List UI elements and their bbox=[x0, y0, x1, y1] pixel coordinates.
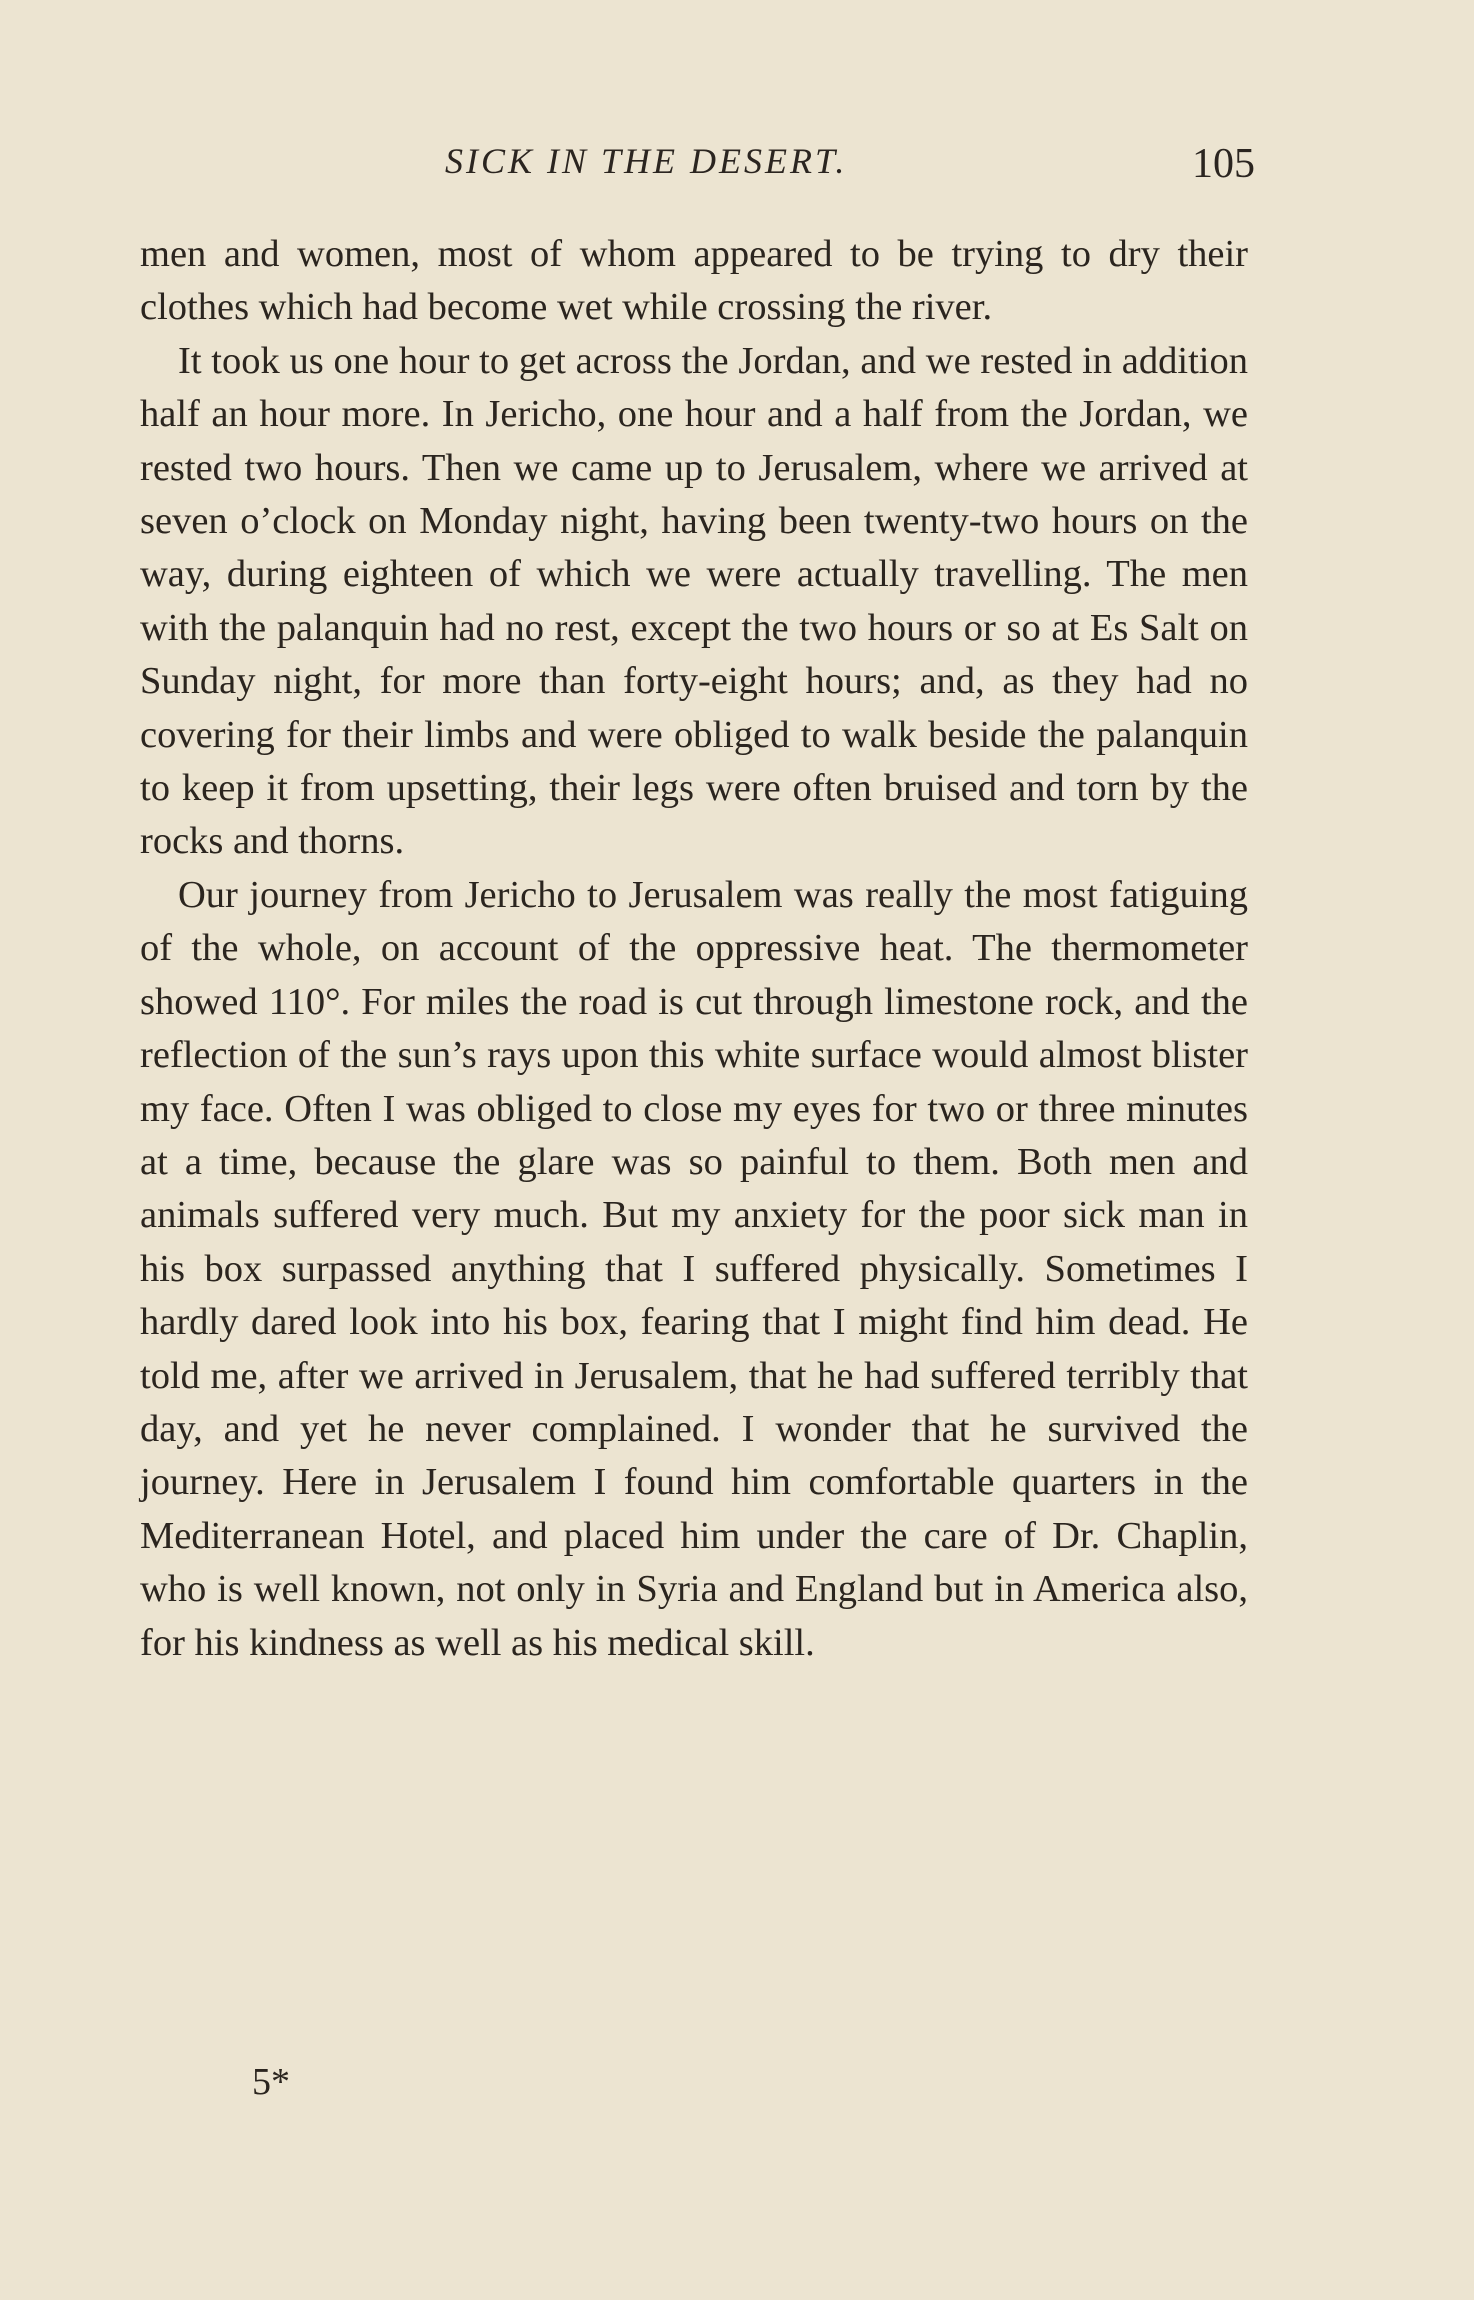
paragraph: Our journey from Jericho to Jerusalem was really the most fatiguing of the whole, on account of the oppressive heat. The thermometer showed 110°. For miles the road is cut through limestone rock, and the reflection of the sun’s rays upon this white surface would almost blister my face. Often I was obliged to close my eyes for two or three minutes at a time, because the glare was so painful to them. Both men and animals suffered very much. But my anxiety for the poor sick man in his box surpassed anything that I suffered physically. Sometimes I hardly dared look into his box, fearing that I might find him dead. He told me, after we arrived in Jerusalem, that he had suffered terribly that day, and yet he never complained. I wonder that he survived the journey. Here in Jerusalem I found him comfortable quarters in the Mediterranean Hotel, and placed him under the care of Dr. Chaplin, who is well known, not only in Syria and England but in America also, for his kindness as well as his medical skill. bbox=[140, 873, 1248, 1664]
signature-mark: 5* bbox=[252, 2061, 290, 2103]
page-number: 105 bbox=[1192, 141, 1255, 187]
paragraph: It took us one hour to get across the Jordan, and we rested in addition half an hour more. In Jericho, one hour and a half from the Jordan, we rested two hours. Then we came up to Jerusalem, where we arrived at seven o’clock on Monday night, having been twenty-two hours on the way, during eighteen of which we were actually travelling. The men with the palanquin had no rest, except the two hours or so at Es Salt on Sunday night, for more than forty-eight hours; and, as they had no covering for their limbs and were obliged to walk beside the palanquin to keep it from upsetting, their legs were often bruised and torn by the rocks and thorns. bbox=[140, 339, 1248, 863]
running-title: SICK IN THE DESERT. bbox=[445, 141, 848, 181]
running-head bbox=[140, 140, 1255, 190]
body-text bbox=[140, 228, 1248, 1670]
paragraph: men and women, most of whom appeared to be trying to dry their clothes which had become wet while crossing the river. bbox=[140, 233, 1248, 329]
